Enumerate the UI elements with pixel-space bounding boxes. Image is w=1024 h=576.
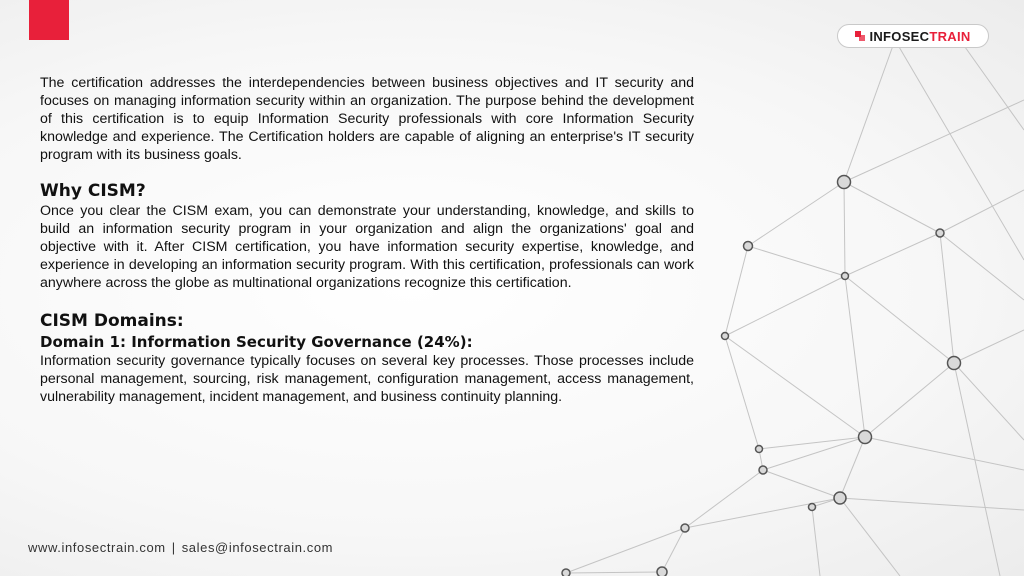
brand-accent-square bbox=[29, 0, 69, 40]
website-link[interactable]: www.infosectrain.com bbox=[28, 540, 166, 555]
intro-paragraph: The certification addresses the interdependencies between business objectives and IT security and focuses on managing information security within an organization. The purpose behind the development of this certification is to equip Information Security professionals with core Information Security knowledge and experience. The Certification holders are capable of aligning an enterprise's IT security program with its business goals. bbox=[40, 75, 694, 163]
email-link[interactable]: sales@infosectrain.com bbox=[181, 540, 334, 555]
footer-separator: | bbox=[171, 540, 176, 555]
domain1-paragraph: Information security governance typically focuses on several key processes. Those processes include personal management, sourcing, risk management, configuration management, access management, vulnerability management, incident management, and business continuity planning. bbox=[40, 353, 694, 405]
footer-contact bbox=[28, 540, 333, 555]
logo-suffix: TRAIN bbox=[929, 28, 971, 44]
why-cism-paragraph: Once you clear the CISM exam, you can demonstrate your understanding, knowledge, and skills to build an information security program in your organization and align the organizations' goal and objective with it. After CISM certification, you have information security expertise, knowledge, and experience in developing an information security program. With this certification, professionals can work anywhere across the globe as multinational organizations recognize this certification. bbox=[40, 203, 694, 291]
logo-mark-icon bbox=[855, 31, 865, 41]
logo-wordmark bbox=[869, 29, 970, 44]
infosectrain-logo[interactable] bbox=[837, 24, 989, 48]
cism-domains-heading: CISM Domains: bbox=[40, 311, 184, 331]
main-content bbox=[40, 74, 694, 406]
logo-prefix: INFOSEC bbox=[869, 28, 930, 44]
domain1-title: Domain 1: Information Security Governance (24%): bbox=[40, 333, 473, 351]
why-cism-heading: Why CISM? bbox=[40, 181, 146, 201]
